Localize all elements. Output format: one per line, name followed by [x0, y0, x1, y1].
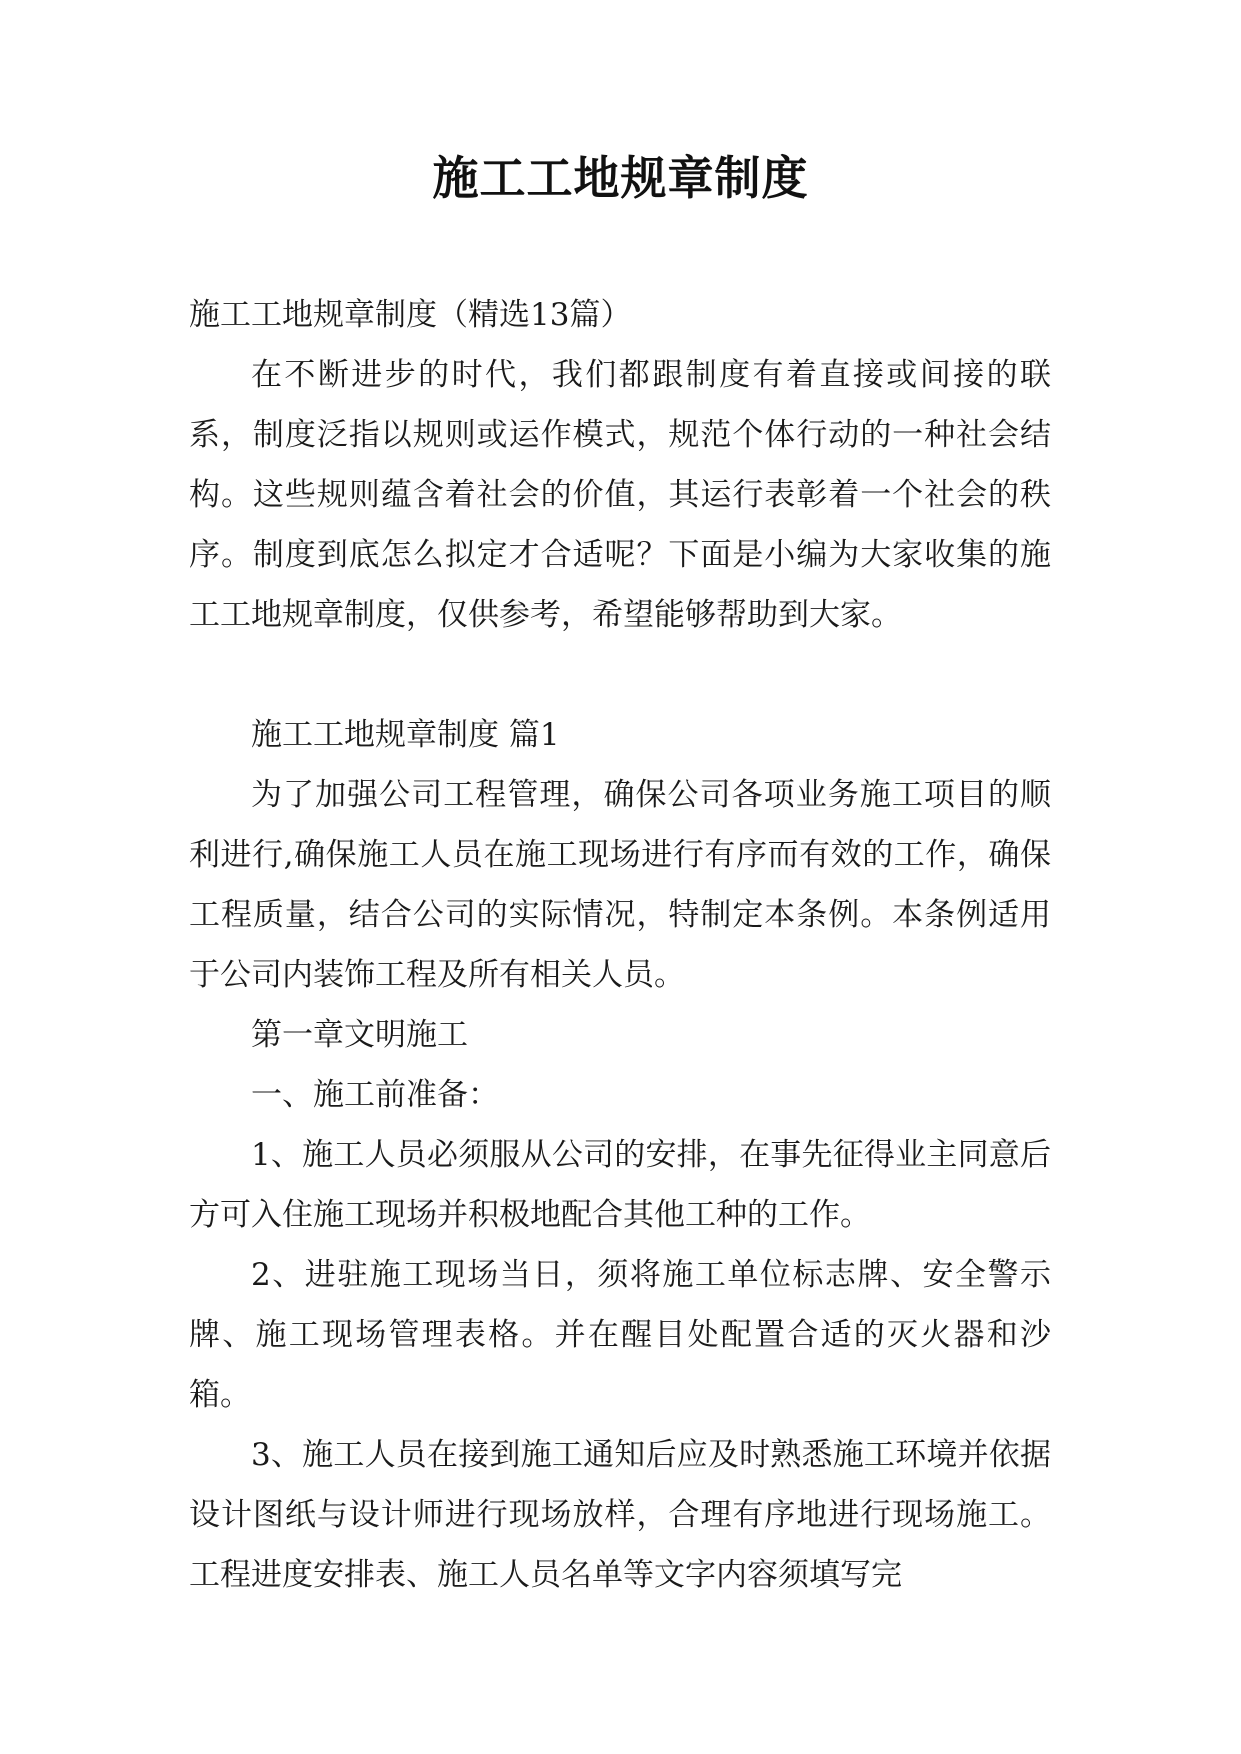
document-body: [189, 285, 1051, 1605]
list-item-2: 2、进驻施工现场当日，须将施工单位标志牌、安全警示牌、施工现场管理表格。并在醒目处配置合适的灭火器和沙箱。: [189, 1257, 1051, 1413]
document-title: 施工工地规章制度: [432, 151, 809, 205]
intro-paragraph: 在不断进步的时代，我们都跟制度有着直接或间接的联系，制度泛指以规则或运作模式，规范个体行动的一种社会结构。这些规则蕴含着社会的价值，其运行表彰着一个社会的秩序。制度到底怎么拟定才合适呢？下面是小编为大家收集的施工工地规章制度，仅供参考，希望能够帮助到大家。: [189, 357, 1051, 633]
subsection-heading: 一、施工前准备：: [251, 1077, 499, 1113]
paragraph-spacer: [189, 645, 1051, 705]
list-item-1: 1、施工人员必须服从公司的安排，在事先征得业主同意后方可入住施工现场并积极地配合其他工种的工作。: [189, 1137, 1051, 1233]
section-heading: 施工工地规章制度 篇1: [251, 717, 560, 753]
list-item-3: 3、施工人员在接到施工通知后应及时熟悉施工环境并依据设计图纸与设计师进行现场放样，合理有序地进行现场施工。工程进度安排表、施工人员名单等文字内容须填写完: [189, 1437, 1051, 1593]
paragraph-purpose: 为了加强公司工程管理，确保公司各项业务施工项目的顺利进行,确保施工人员在施工现场进行有序而有效的工作，确保工程质量，结合公司的实际情况，特制定本条例。本条例适用于公司内装饰工程及所有相关人员。: [189, 777, 1051, 993]
document-subtitle: 施工工地规章制度（精选13篇）: [189, 297, 632, 333]
chapter-heading: 第一章文明施工: [251, 1017, 468, 1053]
